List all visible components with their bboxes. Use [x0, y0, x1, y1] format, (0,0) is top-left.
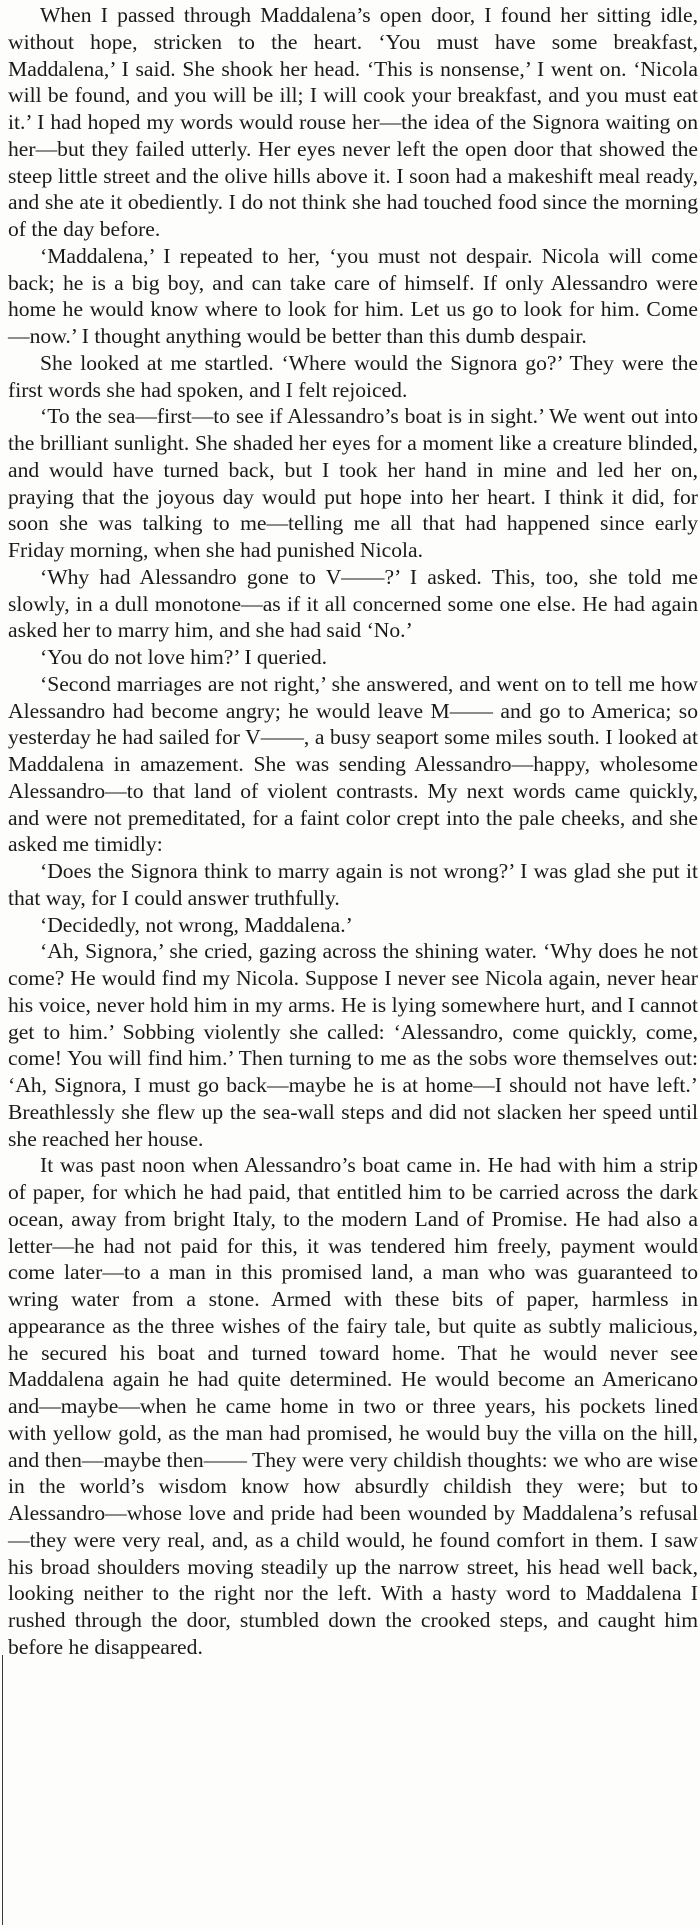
scan-margin-line: [2, 1655, 3, 1925]
paragraph: ‘Why had Alessandro gone to V——?’ I asked. This, too, she told me slowly, in a dull monotone—as if it all concerned some one else. He had again asked her to marry him, and she had said ‘No.’: [8, 564, 698, 643]
paragraph: ‘Ah, Signora,’ she cried, gazing across the shining water. ‘Why does he not come? He would find my Nicola. Suppose I never see Nicola again, never hear his voice, never hold him in my arms. He is lying somewhere hurt, and I cannot get to him.’ Sobbing violently she called: ‘Alessandro, come quickly, come, come! You will find him.’ Then turning to me as the sobs wore themselves out: ‘Ah, Signora, I must go back—maybe he is at home—I should not have left.’ Breathlessly she flew up the sea-wall steps and did not slacken her speed until she reached her house.: [8, 939, 698, 1151]
paragraph: ‘Second marriages are not right,’ she answered, and went on to tell me how Alessandro had become angry; he would leave M—— and go to America; so yesterday he had sailed for V——, a busy seaport some miles south. I looked at Maddalena in amazement. She was sending Alessandro—happy, wholesome Alessandro—to that land of violent contrasts. My next words came quickly, and were not premeditated, for a faint color crept into the pale cheeks, and she asked me timidly:: [8, 671, 698, 857]
paragraph: She looked at me startled. ‘Where would the Signora go?’ They were the first words she had spoken, and I felt rejoiced.: [8, 350, 698, 402]
paragraph: ‘Maddalena,’ I repeated to her, ‘you must not despair. Nicola will come back; he is a big boy, and can take care of himself. If only Alessandro were home he would know where to look for him. Let us go to look for him. Come—now.’ I thought anything would be better than this dumb despair.: [8, 243, 698, 348]
paragraph: ‘Does the Signora think to marry again is not wrong?’ I was glad she put it that way, for I could answer truthfully.: [8, 859, 698, 910]
paragraph: ‘Decidedly, not wrong, Maddalena.’: [40, 912, 353, 937]
text-column: [8, 2, 698, 1661]
paragraph: ‘To the sea—first—to see if Alessandro’s boat is in sight.’ We went out into the brilliant sunlight. She shaded her eyes for a moment like a creature blinded, and would have turned back, but I took her hand in mine and led her on, praying that the joyous day would put hope into her heart. I think it did, for soon she was talking to me—telling me all that had happened since early Friday morning, when she had punished Nicola.: [8, 404, 698, 562]
paragraph: It was past noon when Alessandro’s boat came in. He had with him a strip of paper, for which he had paid, that entitled him to be carried across the dark ocean, away from bright Italy, to the modern Land of Promise. He had also a letter—he had not paid for this, it was tendered him freely, payment would come later—to a man in this promised land, a man who was guaranteed to wring water from a stone. Armed with these bits of paper, harmless in appearance as the three wishes of the fairy tale, but quite as subtly malicious, he secured his boat and turned toward home. That he would never see Maddalena again he had quite determined. He would become an Americano and—maybe—when he came home in two or three years, his pockets lined with yellow gold, as the man had promised, he would buy the villa on the hill, and then—maybe then—— They were very childish thoughts: we who are wise in the world’s wisdom know how absurdly childish they were; but to Alessandro—whose love and pride had been wounded by Maddalena’s refusal—they were very real, and, as a child would, he found comfort in them. I saw his broad shoulders moving steadily up the narrow street, his head well back, looking neither to the right nor the left. With a hasty word to Maddalena I rushed through the door, stumbled down the crooked steps, and caught him before he disappeared.: [8, 1153, 698, 1659]
paragraph: When I passed through Maddalena’s open door, I found her sitting idle, without hope, stricken to the heart. ‘You must have some breakfast, Maddalena,’ I said. She shook her head. ‘This is nonsense,’ I went on. ‘Nicola will be found, and you will be ill; I will cook your breakfast, and you must eat it.’ I had hoped my words would rouse her—the idea of the Signora waiting on her—but they failed utterly. Her eyes never left the open door that showed the steep little street and the olive hills above it. I soon had a makeshift meal ready, and she ate it obediently. I do not think she had touched food since the morning of the day before.: [8, 3, 698, 241]
paragraph: ‘You do not love him?’ I queried.: [40, 645, 328, 669]
